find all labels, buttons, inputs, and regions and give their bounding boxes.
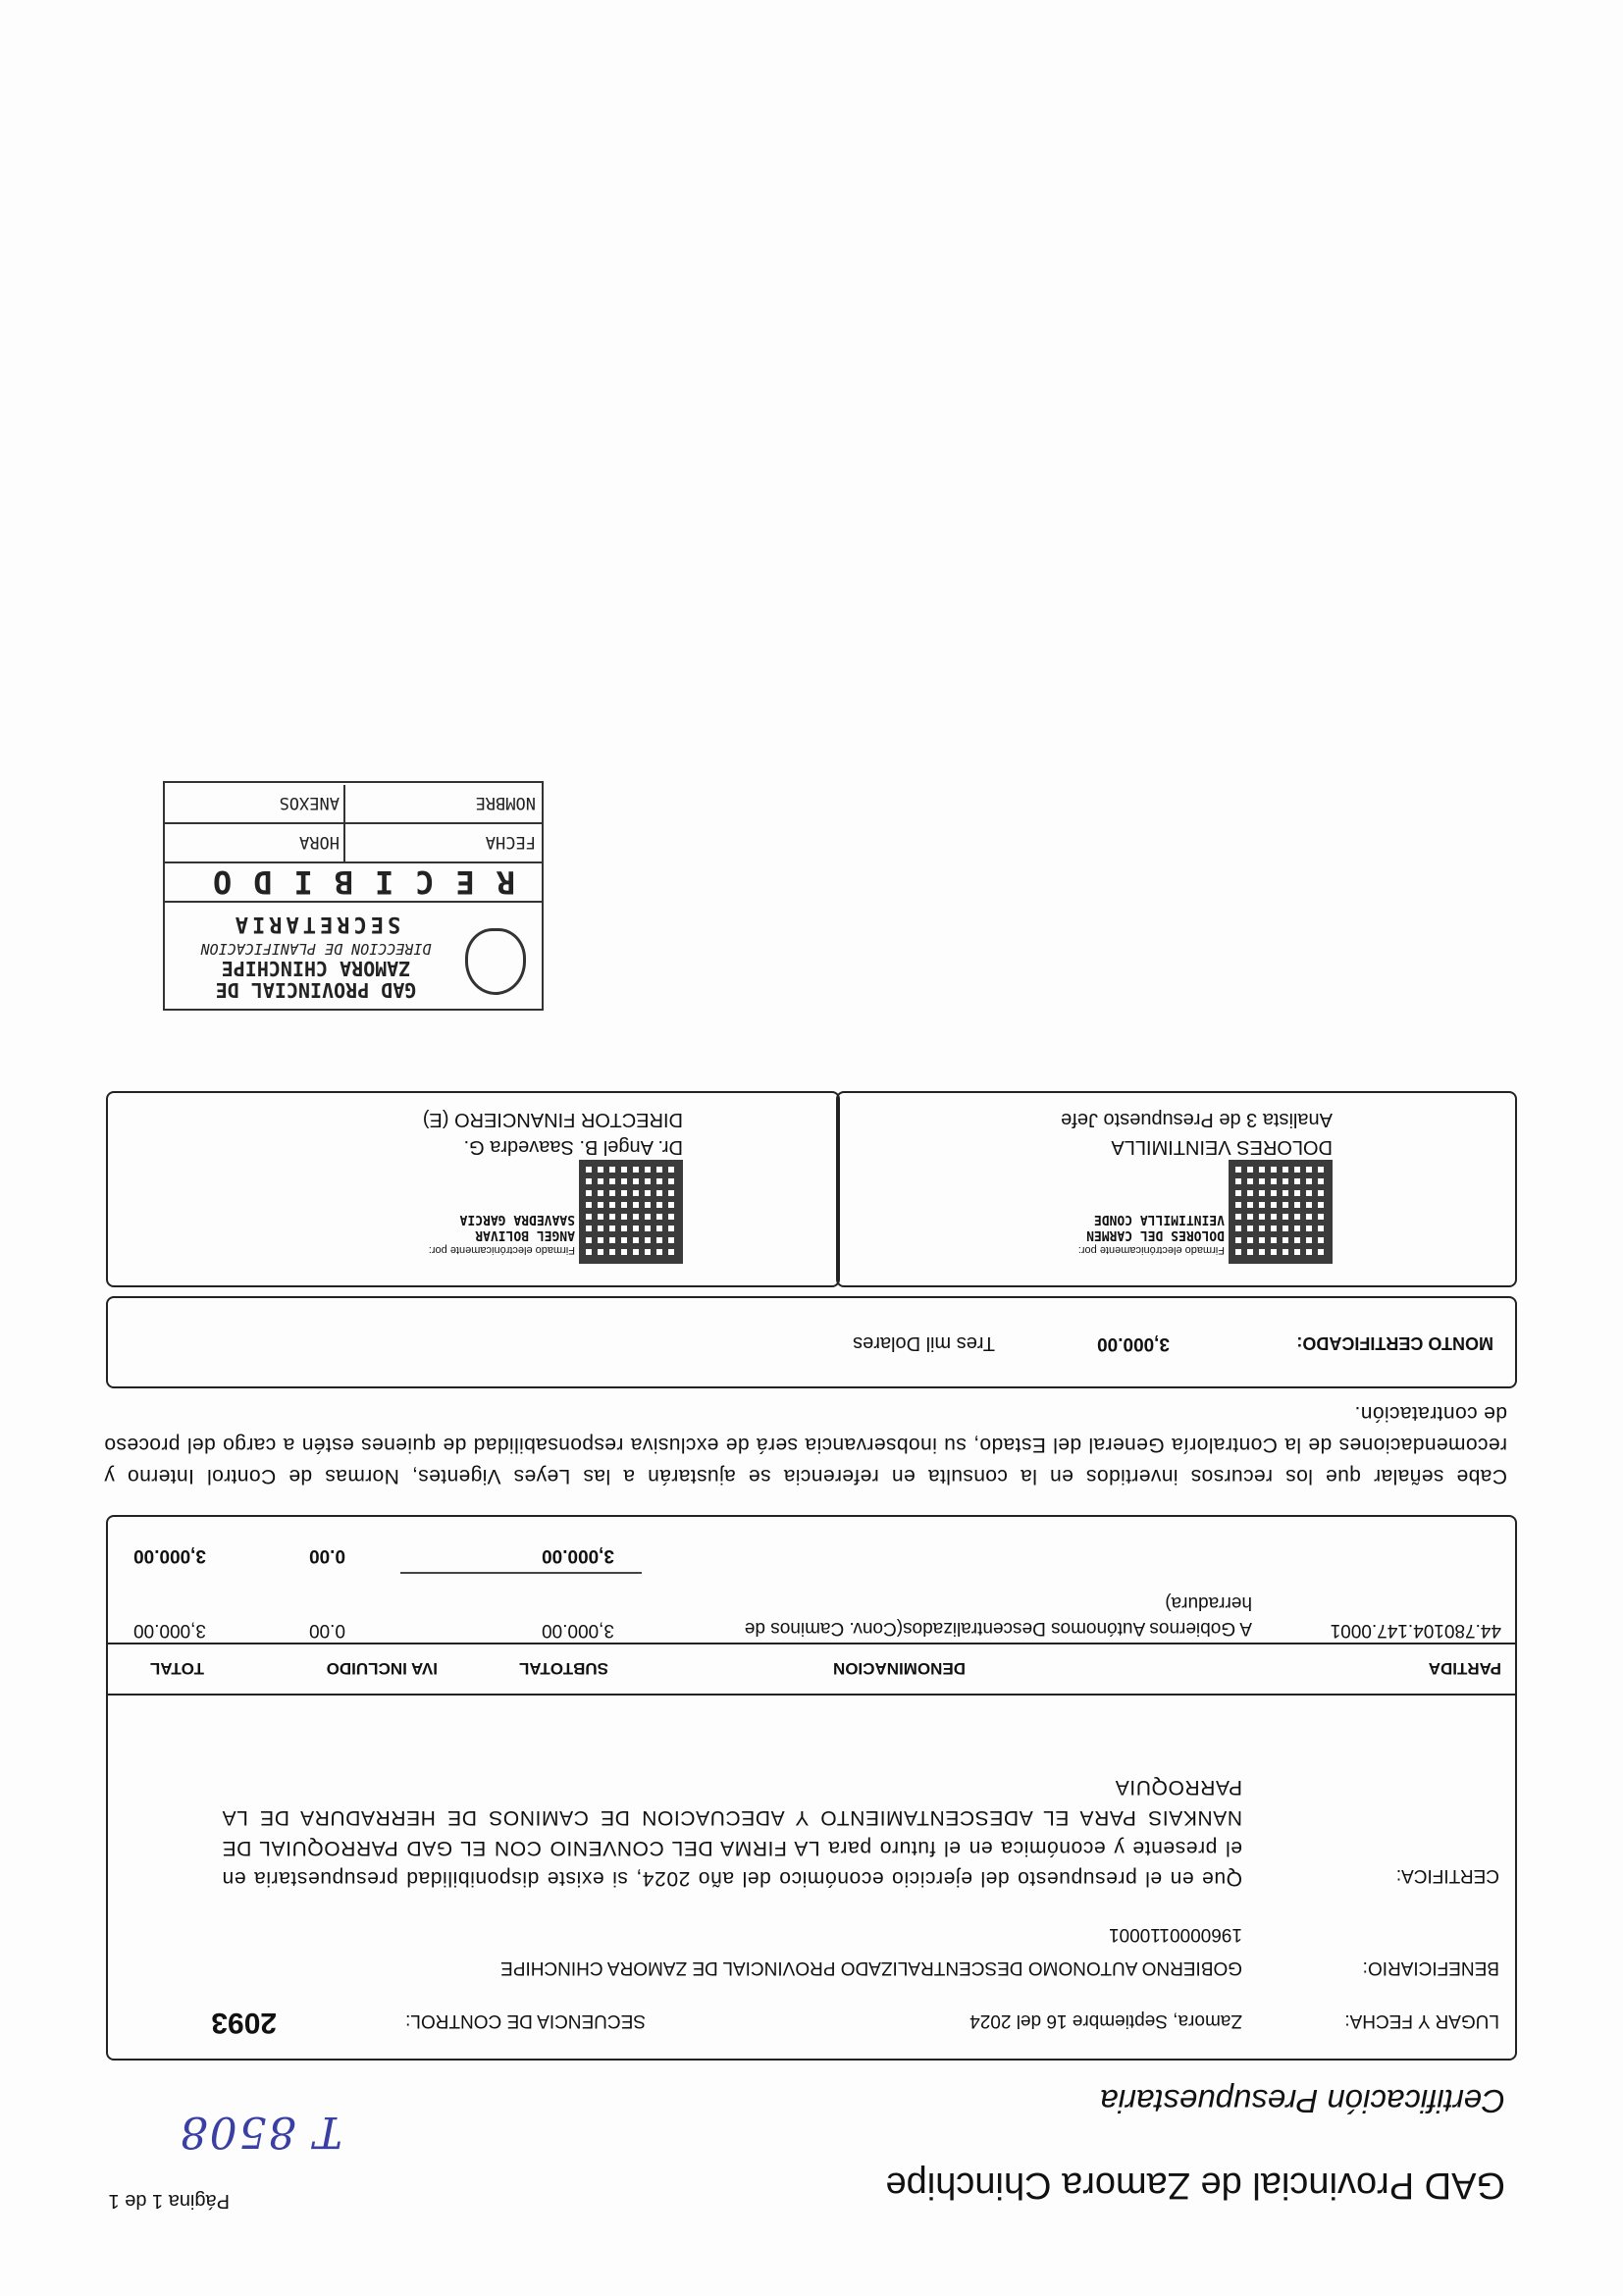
provincial-seal-icon — [465, 928, 526, 995]
stamp-hora-label: HORA — [299, 832, 340, 852]
qr-code-icon — [1229, 1160, 1333, 1264]
beneficiary-name: GOBIERNO AUTONOMO DESCENTRALIZADO PROVINCIAL DE ZAMORA CHINCHIPE — [500, 1957, 1242, 1978]
certifies-label: CERTIFICA: — [1395, 1865, 1499, 1886]
column-header-partida: PARTIDA — [1428, 1659, 1501, 1678]
stamp-department: DIRECCION DE PLANIFICACION — [200, 940, 432, 958]
total-total: 3,000.00 — [133, 1545, 206, 1566]
sequence-label: SECUENCIA DE CONTROL: — [405, 2010, 646, 2031]
table-cell-iva: 0.00 — [309, 1620, 345, 1641]
document-title: Certificación Presupuestaria — [1100, 2083, 1505, 2119]
signer-name: DOLORES VEINTIMILLA — [1111, 1136, 1333, 1158]
signed-by-label: Firmado electrónicamente por: — [1077, 1244, 1225, 1256]
electronic-signature-tag — [429, 1211, 575, 1258]
stamp-received-label: RECIBIDO — [165, 861, 542, 901]
table-cell-total: 3,000.00 — [133, 1620, 206, 1641]
stamp-org-line2: ZAMORA CHINCHIPE — [221, 957, 411, 980]
stamp-divider — [343, 824, 345, 861]
stamp-anexos-label: ANEXOS — [279, 793, 340, 812]
page-indicator: Página 1 de 1 — [108, 2190, 230, 2212]
budget-table-header — [108, 1643, 1515, 1696]
signature-block-director — [106, 1091, 840, 1287]
handwritten-reference-number: T 8508 — [178, 2107, 342, 2157]
certified-amount-value: 3,000.00 — [1097, 1333, 1170, 1354]
stamp-divider — [343, 785, 345, 822]
stamp-fecha-label: FECHA — [485, 832, 536, 852]
stamp-organization — [171, 958, 461, 1001]
stamp-org-line1: GAD PROVINCIAL DE — [215, 978, 417, 1002]
beneficiary-label: BENEFICIARIO: — [1362, 1957, 1499, 1978]
signed-by-label: Firmado electrónicamente por: — [428, 1244, 575, 1256]
column-header-iva: IVA INCLUIDO — [326, 1659, 438, 1678]
stamp-nombre-label: NOMBRE — [475, 793, 536, 812]
received-stamp — [163, 781, 544, 1011]
qr-code-icon — [579, 1160, 683, 1264]
organization-title: GAD Provincial de Zamora Chinchipe — [885, 2165, 1505, 2206]
signer-name-line2: SAAVEDRA GARCIA — [459, 1212, 575, 1226]
signer-role: Analista 3 de Presupuesto Jefe — [1061, 1109, 1333, 1130]
electronic-signature-tag — [1078, 1211, 1225, 1258]
totals-separator-line — [400, 1572, 642, 1574]
total-subtotal: 3,000.00 — [542, 1545, 614, 1566]
column-header-denominacion: DENOMINACION — [832, 1659, 966, 1678]
legal-note-paragraph: Cabe señalar que los recursos invertidos en la consulta en referencia se ajustarán a las Leyes Vigentes, Normas de Control Interno y recomendaciones de la Contraloría General del Estado, su inobservancia será de exclusiva responsabilidad de quienes estén a cargo del proceso de contratación. — [104, 1402, 1507, 1487]
table-cell-partida: 44.780104.147.0001 — [1330, 1620, 1501, 1641]
certified-amount-box — [106, 1296, 1517, 1388]
stamp-header — [165, 901, 542, 1009]
place-date-label: LUGAR Y FECHA: — [1344, 2010, 1499, 2031]
signer-name-line1: ANGEL BOLIVAR — [475, 1227, 575, 1242]
signature-block-analyst — [836, 1091, 1517, 1287]
certified-amount-label: MONTO CERTIFICADO: — [1296, 1333, 1493, 1353]
total-iva: 0.00 — [309, 1545, 345, 1566]
stamp-name-annex-row — [165, 785, 542, 822]
signer-name-line2: VEINTIMILLA CONDE — [1093, 1212, 1225, 1226]
stamp-date-time-row — [165, 822, 542, 861]
table-cell-subtotal: 3,000.00 — [542, 1620, 614, 1641]
column-header-subtotal: SUBTOTAL — [519, 1659, 608, 1678]
signer-name: Dr. Angel B. Saavedra G. — [463, 1136, 683, 1158]
beneficiary-id: 1960000110001 — [1109, 1924, 1242, 1945]
column-header-total: TOTAL — [149, 1659, 204, 1678]
certified-amount-words: Tres mil Dolares — [853, 1332, 995, 1354]
table-cell-denominacion: A Gobiernos Autónomos Descentralizados(Conv. Caminos de herradura) — [744, 1592, 1252, 1639]
stamp-secretary: SECRETARIA — [231, 912, 401, 936]
signer-role: DIRECTOR FINANCIERO (E) — [422, 1109, 683, 1130]
place-date-value: Zamora, Septiembre 16 del 2024 — [969, 2010, 1242, 2031]
signer-name-line1: DOLORES DEL CARMEN — [1086, 1227, 1225, 1242]
sequence-number: 2093 — [211, 2007, 277, 2039]
certifies-text: Que en el presupuesto del ejercicio económico del año 2024, si existe disponibilidad presupuestaria en el presente y económica en el futuro para LA FIRMA DEL CONVENIO CON EL GAD PARROQUIAL DE NANKAIS PARA EL ADESCENTAMIENTO Y ADECUACION DE CAMINOS DE HERRADURA DE LA PARROQUIA — [222, 1776, 1242, 1890]
